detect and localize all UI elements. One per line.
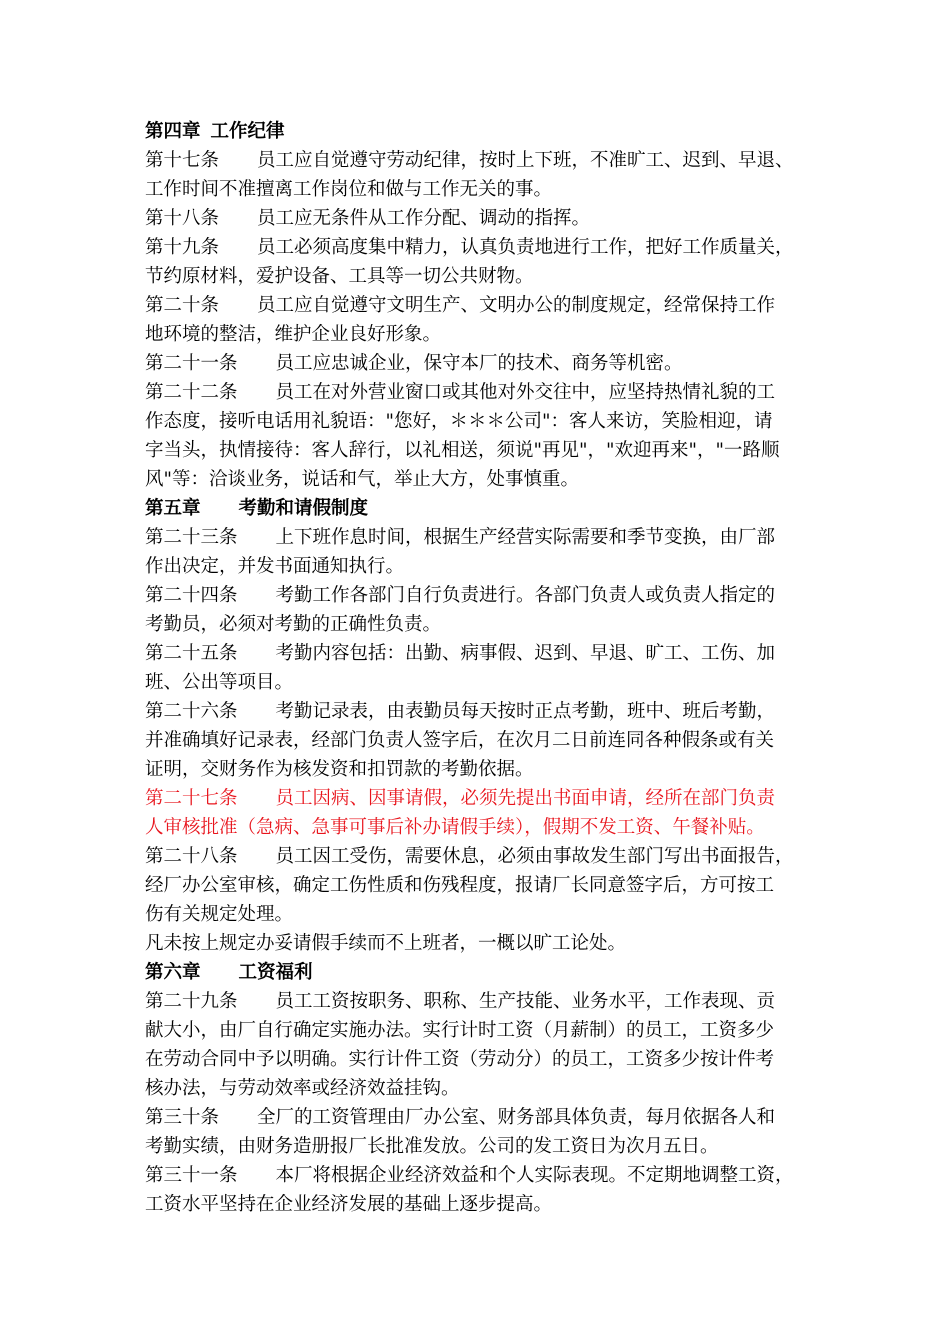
chapter-6-heading: [145, 958, 810, 987]
article-21: [145, 349, 810, 378]
article-29: [145, 987, 810, 1016]
article-30-cont: 考勤实绩，由财务造册报厂长批准发放。公司的发工资日为次月五日。: [145, 1136, 719, 1157]
article-number: 第二十七条: [145, 788, 238, 809]
document-page: [145, 117, 810, 1219]
article-26-cont-2: 证明，交财务作为核发资和扣罚款的考勤依据。: [145, 759, 534, 780]
article-text: 考勤记录表，由表勤员每天按时正点考勤，班中、班后考勤，: [275, 701, 776, 722]
article-text: 全厂的工资管理由厂办公室、财务部具体负责，每月依据各人和: [257, 1107, 776, 1128]
article-number: 第十七条: [145, 150, 220, 171]
article-number: 第二十八条: [145, 846, 238, 867]
article-27-cont: 人审核批准（急病、急事可事后补办请假手续），假期不发工资、午餐补贴。: [145, 817, 765, 838]
article-24: [145, 581, 810, 610]
article-22: [145, 378, 810, 407]
article-text: 员工应自觉遵守劳动纪律，按时上下班，不准旷工、迟到、早退、: [257, 150, 794, 171]
article-17: [145, 146, 810, 175]
article-22-cont-1: 作态度，接听电话用礼貌语："您好，＊＊＊公司"：客人来访，笑脸相迎，请: [145, 411, 773, 432]
article-28-cont-1: 经厂办公室审核，确定工伤性质和伤残程度，报请厂长同意签字后，方可按工: [145, 875, 775, 896]
article-17-cont: 工作时间不准擅离工作岗位和做与工作无关的事。: [145, 179, 553, 200]
article-31: [145, 1161, 810, 1190]
article-number: 第十八条: [145, 208, 220, 229]
article-number: 第二十三条: [145, 527, 238, 548]
article-25-cont: 班、公出等项目。: [145, 672, 294, 693]
article-22-cont-2: 字当头，执情接待：客人辞行，以礼相送，须说"再见"，"欢迎再来"，"一路顺: [145, 440, 780, 461]
chapter-number: 第六章: [145, 962, 201, 983]
article-28: [145, 842, 810, 871]
article-number: 第十九条: [145, 237, 220, 258]
article-number: 第二十五条: [145, 643, 238, 664]
article-text: 考勤工作各部门自行负责进行。各部门负责人或负责人指定的: [275, 585, 776, 606]
article-text: 本厂将根据企业经济效益和个人实际表现。不定期地调整工资，: [275, 1165, 794, 1186]
article-number: 第二十一条: [145, 353, 238, 374]
article-31-cont: 工资水平坚持在企业经济发展的基础上逐步提高。: [145, 1194, 553, 1215]
article-number: 第三十一条: [145, 1165, 238, 1186]
article-30: [145, 1103, 810, 1132]
absence-note: 凡未按上规定办妥请假手续而不上班者，一概以旷工论处。: [145, 933, 627, 954]
article-19-cont: 节约原材料，爱护设备、工具等一切公共财物。: [145, 266, 534, 287]
article-26: [145, 697, 810, 726]
chapter-title: 工作纪律: [210, 121, 285, 142]
article-19: [145, 233, 810, 262]
chapter-title: 考勤和请假制度: [238, 498, 369, 519]
article-number: 第二十六条: [145, 701, 238, 722]
article-23: [145, 523, 810, 552]
article-23-cont: 作出决定，并发书面通知执行。: [145, 556, 405, 577]
article-26-cont-1: 并准确填好记录表，经部门负责人签字后，在次月二日前连同各种假条或有关: [145, 730, 775, 751]
article-27: [145, 784, 810, 813]
article-22-cont-3: 风"等：洽谈业务，说话和气，举止大方，处事慎重。: [145, 469, 580, 490]
article-text: 员工工资按职务、职称、生产技能、业务水平，工作表现、贡: [275, 991, 776, 1012]
article-20: [145, 291, 810, 320]
article-text: 员工因病、因事请假，必须先提出书面申请，经所在部门负责: [275, 788, 776, 809]
chapter-5-heading: [145, 494, 810, 523]
article-text: 员工在对外营业窗口或其他对外交往中，应坚持热情礼貌的工: [275, 382, 776, 403]
article-number: 第二十二条: [145, 382, 238, 403]
article-text: 考勤内容包括：出勤、病事假、迟到、早退、旷工、工伤、加: [275, 643, 776, 664]
article-number: 第二十四条: [145, 585, 238, 606]
article-29-cont-3: 核办法，与劳动效率或经济效益挂钩。: [145, 1078, 460, 1099]
article-number: 第三十条: [145, 1107, 220, 1128]
article-text: 员工应无条件从工作分配、调动的指挥。: [257, 208, 591, 229]
article-20-cont: 地环境的整洁，维护企业良好形象。: [145, 324, 442, 345]
article-29-cont-1: 献大小，由厂自行确定实施办法。实行计时工资（月薪制）的员工，工资多少: [145, 1020, 775, 1041]
article-24-cont: 考勤员，必须对考勤的正确性负责。: [145, 614, 442, 635]
article-text: 员工应忠诚企业，保守本厂的技术、商务等机密。: [275, 353, 683, 374]
article-number: 第二十九条: [145, 991, 238, 1012]
article-28-cont-2: 伤有关规定处理。: [145, 904, 294, 925]
article-text: 员工因工受伤，需要休息，必须由事故发生部门写出书面报告，: [275, 846, 794, 867]
chapter-number: 第四章: [145, 121, 201, 142]
chapter-number: 第五章: [145, 498, 201, 519]
chapter-4-heading: [145, 117, 810, 146]
article-29-cont-2: 在劳动合同中予以明确。实行计件工资（劳动分）的员工，工资多少按计件考: [145, 1049, 775, 1070]
article-text: 员工必须高度集中精力，认真负责地进行工作，把好工作质量关，: [257, 237, 794, 258]
article-text: 员工应自觉遵守文明生产、文明办公的制度规定，经常保持工作: [257, 295, 776, 316]
article-18: [145, 204, 810, 233]
article-number: 第二十条: [145, 295, 220, 316]
article-25: [145, 639, 810, 668]
article-text: 上下班作息时间，根据生产经营实际需要和季节变换，由厂部: [275, 527, 776, 548]
chapter-title: 工资福利: [238, 962, 313, 983]
